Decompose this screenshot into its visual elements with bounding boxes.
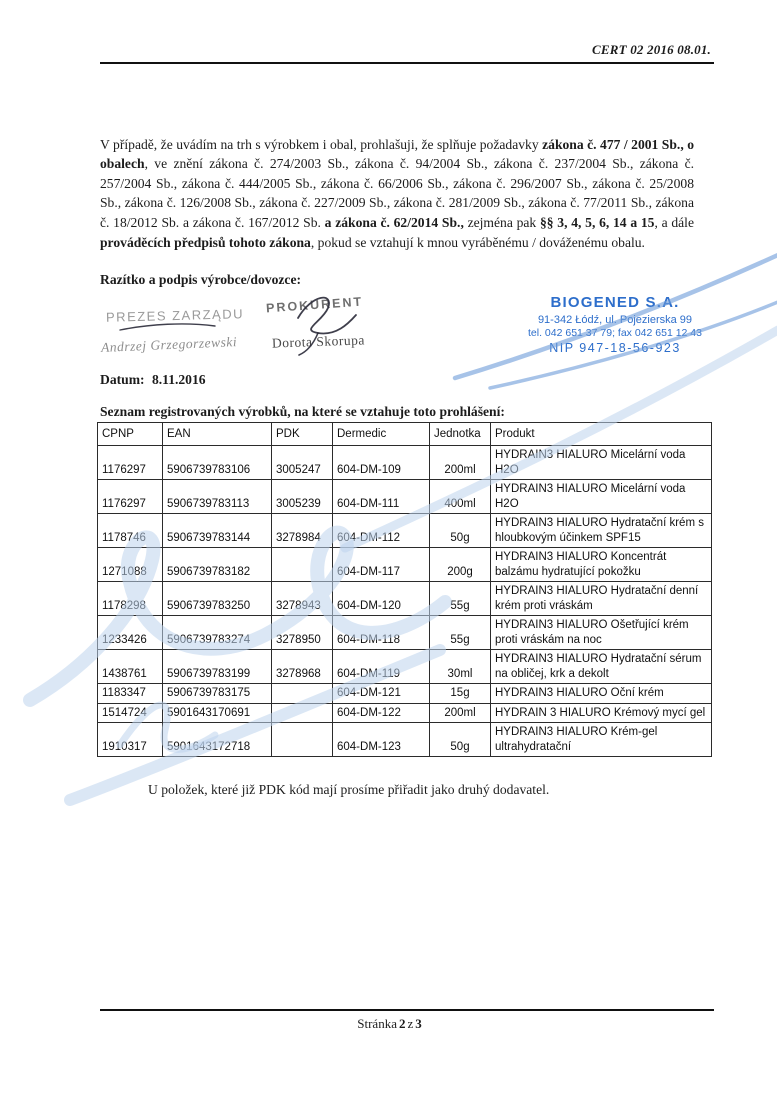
column-header-ean: EAN: [163, 423, 272, 446]
declaration-paragraph: [100, 135, 694, 253]
declaration-segment: zákona č. 477 / 2001 Sb., o obalech: [100, 136, 694, 172]
table-cell: HYDRAIN3 HIALURO Oční krém: [491, 684, 712, 704]
table-cell: [272, 723, 333, 757]
table-cell: 5906739783144: [163, 514, 272, 548]
table-cell: HYDRAIN3 HIALURO Hydratační krém s hloubkovým účinkem SPF15: [491, 514, 712, 548]
table-row: [98, 703, 712, 723]
table-cell: 604-DM-117: [333, 548, 430, 582]
company-stamp: [492, 294, 738, 355]
table-cell: 3278950: [272, 616, 333, 650]
column-header-dermedic: Dermedic: [333, 423, 430, 446]
cert-reference: CERT 02 2016 08.01.: [591, 42, 711, 57]
table-cell: HYDRAIN3 HIALURO Micelární voda H2O: [491, 480, 712, 514]
page-number-prefix: Stránka: [357, 1016, 397, 1031]
declaration-segment: , a dále: [654, 214, 694, 230]
table-cell: 5906739783250: [163, 582, 272, 616]
table-cell: 604-DM-112: [333, 514, 430, 548]
date-label: Datum:: [100, 372, 148, 387]
stamp-prezes-name: Andrzej Grzegorzewski: [100, 334, 238, 355]
table-cell: 5906739783182: [163, 548, 272, 582]
page-number-separator: z: [407, 1016, 414, 1031]
company-name: BIOGENED S.A.: [550, 294, 680, 311]
table-cell: 30ml: [430, 650, 491, 684]
table-cell: 1176297: [98, 446, 163, 480]
declaration-segment: prováděcích předpisů tohoto zákona: [100, 234, 311, 250]
table-cell: 3005247: [272, 446, 333, 480]
table-cell: 604-DM-118: [333, 616, 430, 650]
table-row: [98, 480, 712, 514]
table-cell: 604-DM-119: [333, 650, 430, 684]
table-cell: 1183347: [98, 684, 163, 704]
table-cell: 5906739783274: [163, 616, 272, 650]
products-table: [97, 422, 712, 757]
column-header-jednotka: Jednotka: [430, 423, 491, 446]
declaration-segment: , pokud se vztahují k mnou vyráběnému / dováženému obalu.: [310, 234, 645, 250]
table-cell: 400ml: [430, 480, 491, 514]
table-cell: 5906739783175: [163, 684, 272, 704]
page-number: [0, 1016, 777, 1032]
stamp-section-heading: Razítko a podpis výrobce/dovozce:: [100, 272, 302, 287]
stamp-prokurent-name: Dorota Skorupa: [271, 332, 366, 351]
table-cell: 604-DM-123: [333, 723, 430, 757]
header-rule: [100, 62, 714, 64]
table-row: [98, 684, 712, 704]
table-cell: 3278984: [272, 514, 333, 548]
products-table-head: [98, 423, 712, 446]
stamp-prezes-title: PREZES ZARZĄDU: [105, 306, 245, 325]
table-cell: [272, 684, 333, 704]
table-cell: HYDRAIN3 HIALURO Micelární voda H2O: [491, 446, 712, 480]
table-cell: HYDRAIN3 HIALURO Krém-gel ultrahydratační: [491, 723, 712, 757]
company-phone: tel. 042 651 37 79; fax 042 651 12 43: [528, 327, 702, 339]
table-cell: 55g: [430, 582, 491, 616]
table-cell: 50g: [430, 723, 491, 757]
table-cell: HYDRAIN 3 HIALURO Krémový mycí gel: [491, 703, 712, 723]
table-row: [98, 548, 712, 582]
table-cell: 1233426: [98, 616, 163, 650]
declaration-segment: a zákona č. 62/2014 Sb.,: [324, 214, 464, 230]
declaration-segment: V případě, že uvádím na trh s výrobkem i obal, prohlašuji, že splňuje požadavky: [100, 136, 543, 152]
table-row: [98, 582, 712, 616]
table-cell: 604-DM-122: [333, 703, 430, 723]
column-header-pdk: PDK: [272, 423, 333, 446]
table-cell: 1178746: [98, 514, 163, 548]
table-cell: 50g: [430, 514, 491, 548]
table-row: [98, 514, 712, 548]
date-value: 8.11.2016: [151, 372, 206, 387]
table-cell: 604-DM-120: [333, 582, 430, 616]
table-cell: 5901643172718: [163, 723, 272, 757]
page-number-current: 2: [398, 1016, 406, 1031]
table-header-row: [98, 423, 712, 446]
table-cell: 1178298: [98, 582, 163, 616]
table-cell: [272, 703, 333, 723]
table-row: [98, 650, 712, 684]
table-cell: 1514724: [98, 703, 163, 723]
table-row: [98, 446, 712, 480]
table-cell: 200ml: [430, 703, 491, 723]
table-cell: HYDRAIN3 HIALURO Hydratační denní krém proti vráskám: [491, 582, 712, 616]
pdk-note: U položek, které již PDK kód mají prosíme přiřadit jako druhý dodavatel.: [148, 782, 550, 797]
table-cell: 604-DM-111: [333, 480, 430, 514]
declaration-segment: §§ 3, 4, 5, 6, 14 a 15: [539, 214, 655, 230]
declaration-segment: , ve znění zákona č. 274/2003 Sb., zákona č. 94/2004 Sb., zákona č. 237/2004 Sb., zákona č. 257/2004 Sb., zákona č. 444/2005 Sb., zákona č. 66/2006 Sb., zákona č. 296/2007 Sb., zákona č. 25/2008 Sb., zákona č. 126/2008 Sb., zákona č. 227/2009 Sb., zákona č. 281/2009 Sb., zákona č. 77/2011 Sb., zákona č. 18/2012 Sb. a zákona č. 167/2012 Sb.: [100, 156, 694, 230]
table-cell: 604-DM-109: [333, 446, 430, 480]
table-cell: HYDRAIN3 HIALURO Koncentrát balzámu hydratující pokožku: [491, 548, 712, 582]
column-header-cpnp: CPNP: [98, 423, 163, 446]
table-cell: 15g: [430, 684, 491, 704]
products-table-title: Seznam registrovaných výrobků, na které se vztahuje toto prohlášení:: [100, 404, 505, 419]
table-cell: HYDRAIN3 HIALURO Ošetřující krém proti vráskám na noc: [491, 616, 712, 650]
table-cell: 200ml: [430, 446, 491, 480]
table-cell: 5906739783199: [163, 650, 272, 684]
table-cell: [272, 548, 333, 582]
column-header-produkt: Produkt: [491, 423, 712, 446]
table-cell: 200g: [430, 548, 491, 582]
footer-rule: [100, 1009, 714, 1011]
products-table-body: [98, 446, 712, 757]
table-cell: 55g: [430, 616, 491, 650]
table-cell: 3005239: [272, 480, 333, 514]
table-row: [98, 723, 712, 757]
table-cell: 1910317: [98, 723, 163, 757]
table-cell: 5906739783106: [163, 446, 272, 480]
declaration-segment: zejména pak: [463, 214, 540, 230]
date-line: [100, 372, 210, 388]
table-cell: HYDRAIN3 HIALURO Hydratační sérum na obličej, krk a dekolt: [491, 650, 712, 684]
table-cell: 604-DM-121: [333, 684, 430, 704]
stamp-prokurent-title: PROKURENT: [265, 294, 364, 316]
page-number-total: 3: [415, 1016, 422, 1031]
table-cell: 3278943: [272, 582, 333, 616]
company-nip: NIP 947-18-56-923: [549, 341, 681, 355]
table-cell: 5906739783113: [163, 480, 272, 514]
table-cell: 3278968: [272, 650, 333, 684]
table-cell: 1271088: [98, 548, 163, 582]
table-cell: 5901643170691: [163, 703, 272, 723]
company-address: 91-342 Łódź, ul. Pojezierska 99: [537, 314, 693, 326]
table-cell: 1438761: [98, 650, 163, 684]
table-row: [98, 616, 712, 650]
table-cell: 1176297: [98, 480, 163, 514]
